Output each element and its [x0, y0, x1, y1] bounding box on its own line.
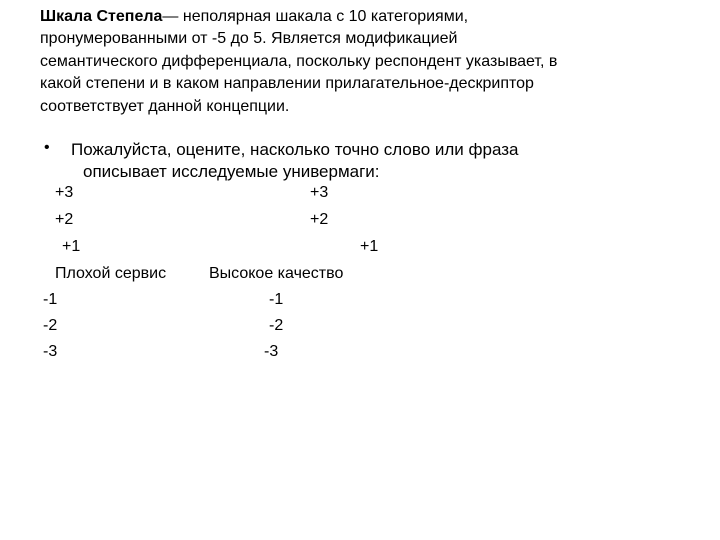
rating-prompt: [71, 139, 591, 183]
right-scale-minus1: -1: [269, 291, 284, 308]
intro-line-3: семантического дифференциала, поскольку респондент указывает, в: [40, 52, 558, 70]
intro-line-1-text: — неполярная шакала с 10 категориями,: [162, 8, 469, 25]
intro-line-1: [40, 6, 640, 28]
intro-paragraph: [40, 6, 640, 118]
right-scale-plus3: +3: [310, 184, 329, 201]
prompt-line-2: описывает исследуемые универмаги:: [83, 162, 380, 181]
bullet-icon: •: [44, 139, 50, 156]
left-scale-minus1: -1: [43, 291, 58, 308]
right-scale-minus3: -3: [264, 343, 279, 360]
right-scale-plus2: +2: [310, 211, 329, 228]
right-scale-plus1: +1: [360, 238, 379, 255]
left-scale-minus3: -3: [43, 343, 58, 360]
intro-line-4: какой степени и в каком направлении прилагательное-дескриптор: [40, 75, 534, 93]
right-scale-minus2: -2: [269, 317, 284, 334]
intro-line-2: пронумерованными от -5 до 5. Является модификацией: [40, 30, 458, 48]
left-scale-plus3: +3: [55, 184, 74, 201]
right-scale-descriptor: Высокое качество: [209, 265, 344, 282]
left-scale-plus1: +1: [62, 238, 81, 255]
left-scale-descriptor: Плохой сервис: [55, 265, 167, 282]
intro-title: Шкала Степела: [40, 8, 163, 25]
intro-line-5: соответствует данной концепции.: [40, 97, 290, 115]
prompt-line-1: Пожалуйста, оцените, насколько точно слово или фраза: [71, 140, 519, 159]
left-scale-minus2: -2: [43, 317, 58, 334]
left-scale-plus2: +2: [55, 211, 74, 228]
